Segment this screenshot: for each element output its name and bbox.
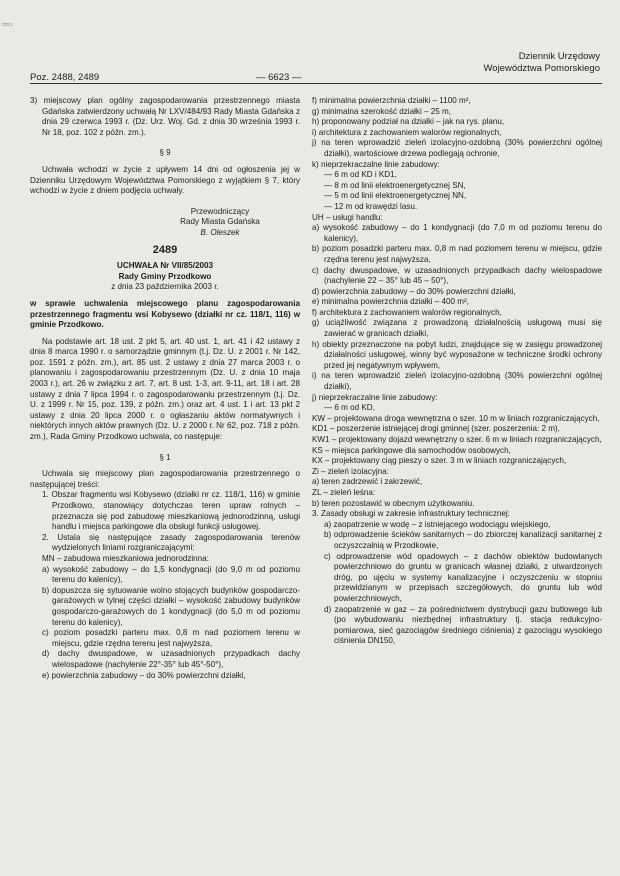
infra-item-b: b) odprowadzenie ścieków sanitarnych – do zbiorczej kanalizacji sanitarnej z oczyszczalnią w Przodkowie, [324,530,602,550]
act-subject: w sprawie uchwalenia miejscowego planu zagospodarowania przestrzennego fragmentu wsi Kobysewo (działki nr cz. 118/1, 116) w gminie Przodkowo. [30,298,300,330]
uh-item-c: c) dachy dwuspadowe, w uzasadnionych przypadkach dachy wielospadowe (nachylenie 22 – 35° lub 45 – 50°), [312,265,602,286]
mn-k-line-4: — 12 m od krawędzi lasu. [324,201,418,211]
signature-block [140,207,300,239]
infra-item-c: c) odprowadzenie wód opadowych – z dachów obiektów budowlanych powierzchniowo do gruntu w granicach własnej działki, z utwardzonych dróg, po ujęciu w systemy kanalizacyjne i oczyszczeniu w stopniu przewidzianym w przepisach szczegółowych, do gruntu lub wód powierzchniowych, [324,551,602,603]
section-1-heading: § 1 [159,452,171,462]
list-item-3: 3. Zasady obsługi w zakresie infrastruktury technicznej: [312,509,510,519]
uh-heading: UH – usługi handlu: [312,212,383,222]
section-9-text: Uchwała wchodzi w życie z upływem 14 dni od ogłoszenia jej w Dzienniku Urzędowym Województwa Pomorskiego z wyjątkiem § 7, który wchodzi w życie z dniem podjęcia uchwały. [30,164,300,196]
journal-title [483,51,600,75]
signature-title: Przewodniczący [190,206,250,216]
mn-k-line-2: — 8 m od linii elektroenergetycznej SN, [324,180,466,190]
infra-item-a: a) zaopatrzenie w wodę – z istniejącego wodociągu wiejskiego, [324,519,551,529]
right-column [312,96,602,647]
section-1-intro: Uchwala się miejscowy plan zagospodarowania przestrzennego o następującej treści: [30,469,300,489]
item-3-paragraph: 3) miejscowy plan ogólny zagospodarowania przestrzennego miasta Gdańska zatwierdzony uchwałą Nr LXV/484/93 Rady Miasta Gdańska z dnia 29 czerwca 1993 r. (Dz. Urz. Woj. Gd. z dnia 30 września 1993 r. Nr 18, poz. 102 z późn. zm.). [30,96,300,137]
mn-k-line-3: — 5 m od linii elektroenergetycznej NN, [324,191,467,201]
legal-basis: Na podstawie art. 18 ust. 2 pkt 5, art. 40 ust. 1, art. 41 i 42 ustawy z dnia 8 marca 1990 r. o samorządzie gminnym (t.j. Dz. U. z 2001 r. Nr 142, poz. 1591 z późn. zm.), art. 85 ust. 2 ustawy z dnia 27 marca 2003 r. o planowaniu i zagospodarowaniu przestrzennym (Dz. U. z dnia 10 maja 2003 r.), art. 26 w związku z art. 7, art. 8 ust. 1-3, art. 9-11, art. 18 i art. 28 ustawy z dnia 7 lipca 1994 r. o zagospodarowaniu przestrzennym (t.j. Dz. U. z 1999 r. Nr 15, poz. 139, z późn. zm.) oraz art. 4 ust. 1 i art. 13 pkt 2 ustawy z dnia 20 lipca 2000 r. o ogłaszaniu aktów normatywnych i niektórych innych aktów prawnych (Dz. U. z 2000 r. Nr 62, poz. 718 z późn. zm.), Rada Gminy Przodkowo uchwala, co następuje: [30,336,300,442]
mn-item-b: b) dopuszcza się sytuowanie wolno stojących budynków gospodarczo-garażowych w tylnej części działki – wysokość zabudowy budynków gospodarczo-garażowych do 1 kondygnacji (do 5,0 m od poziomu terenu do kalenicy), [42,585,300,627]
uh-item-d: d) powierzchnia zabudowy – do 30% powierzchni działki, [312,286,516,296]
act-number: 2489 [152,243,178,256]
mn-item-g: g) minimalna szerokość działki – 25 m, [312,106,451,116]
mn-heading: MN – zabudowa mieszkaniowa jednorodzinna: [42,553,209,563]
ks-definition: KS – miejsca parkingowe dla samochodów osobowych, [312,445,511,455]
mn-item-i: i) architektura z zachowaniem walorów regionalnych, [312,127,502,137]
journal-title-line2: Województwa Pomorskiego [483,63,600,74]
list-item-1: 1. Obszar fragmentu wsi Kobysewo (działki nr cz. 118/1, 116) w gminie Przodkowo, stanowiący dotychczas teren upraw rolnych – przeznacza się pod zabudowę mieszkaniową jednorodzinną, usługi handlu i miejsca parkingowe dla obsługi funkcji usługowej. [42,490,300,532]
kw-definition: KW – projektowana droga wewnętrzna o szer. 10 m w liniach rozgraniczających, [312,413,600,423]
list-item-2: 2. Ustala się następujące zasady zagospodarowania terenów wydzielonych liniami rozgraniczającymi: [42,532,300,553]
header-rule [30,83,602,84]
mn-item-e: e) powierzchnia zabudowy – do 30% powierzchni działki, [42,670,246,680]
kd1-definition: KD1 – poszerzenie istniejącej drogi gminnej (szer. poszerzenia: 2 m), [312,424,560,434]
scan-corner-mark: □□▭ [2,22,13,28]
position-numbers: Poz. 2488, 2489 [30,72,100,83]
uh-item-i: i) na teren wprowadzić zieleń izolacyjno-ozdobną (30% powierzchni ogólnej działki), [312,371,602,392]
page-number: — 6623 — [256,72,302,83]
uh-item-e: e) minimalna powierzchnia działki – 400 m², [312,297,469,307]
mn-k-line-1: — 6 m od KD i KD1, [324,170,397,180]
journal-title-line1: Dziennik Urzędowy [518,51,600,62]
uh-item-f: f) architektura z zachowaniem walorów regionalnych, [312,307,502,317]
act-date: z dnia 23 października 2003 r. [111,282,219,292]
uh-item-a: a) wysokość zabudowy – do 1 kondygnacji (do 7,0 m od poziomu terenu do kalenicy), [312,223,602,243]
uh-item-b: b) poziom posadzki parteru max. 0,8 m nad poziomem terenu w miejscu, gdzie rzędna terenu jest najwyższa, [312,244,602,264]
section-9-heading: § 9 [159,148,171,158]
act-title: UCHWAŁA Nr VII/85/2003 [117,261,213,271]
uh-j-line-1: — 6 m od KD, [324,403,375,413]
mn-item-c: c) poziom posadzki parteru max. 0,8 m nad poziomem terenu w miejscu, gdzie rzędna terenu jest najwyższa, [42,628,300,648]
uh-item-j: j) nieprzekraczalne linie zabudowy: [312,392,438,402]
mn-item-d: d) dachy dwuspadowe, w uzasadnionych przypadkach dachy wielospadowe (nachylenie 22°-35° lub 45°-50°), [42,649,300,669]
kx-definition: KX – projektowany ciąg pieszy o szer. 3 m w liniach rozgraniczających, [312,456,567,466]
kw1-definition: KW1 – projektowany dojazd wewnętrzny o szer. 6 m w liniach rozgraniczających, [312,435,602,444]
zl-heading: ZL – zieleń leśna: [312,487,376,497]
uh-item-h: h) obiekty przeznaczone na pobyt ludzi, znajdujące się w zasięgu prowadzonej działalności usługowej, winny być wyposażone w techniczne środki ochrony przed jej negatywnym wpływem, [312,339,602,370]
act-org: Rady Gminy Przodkowo [118,271,212,281]
mn-item-f: f) minimalna powierzchnia działki – 1100 m², [312,96,471,105]
mn-item-h: h) proponowany podział na działki – jak na rys. planu, [312,117,505,127]
zl-item-b: b) teren pozostawić w obecnym użytkowaniu. [312,498,475,508]
mn-item-a: a) wysokość zabudowy – do 1,5 kondygnacji (do 9,0 m od poziomu terenu do kalenicy), [42,564,300,585]
left-column [30,96,300,681]
zi-heading: Zi – zieleń izolacyjna: [312,466,389,476]
mn-item-k: k) nieprzekraczalne linie zabudowy: [312,159,440,169]
signature-name: B. Oleszek [200,227,240,237]
signature-org: Rady Miasta Gdańska [180,217,260,227]
infra-item-d: d) zaopatrzenie w gaz – za pośrednictwem dystrybucji gazu butlowego lub (po wybudowaniu niezbędnej infrastruktury tj. stacja redukcyjno-pomiarowa, sieć gazociągów średniego ciśnienia) z gazociągu wysokiego ciśnienia DN150, [324,604,602,646]
zi-item-a: a) teren zadrzewić i zakrzewić, [312,477,423,487]
uh-item-g: g) uciążliwość związana z prowadzoną działalnością usługową musi się zawierać w granicach działki, [312,318,602,339]
mn-item-j: j) na teren wprowadzić zieleń izolacyjno-ozdobną (30% powierzchni ogólnej działki), wartościowe drzewa podlegają ochronie, [312,138,602,158]
